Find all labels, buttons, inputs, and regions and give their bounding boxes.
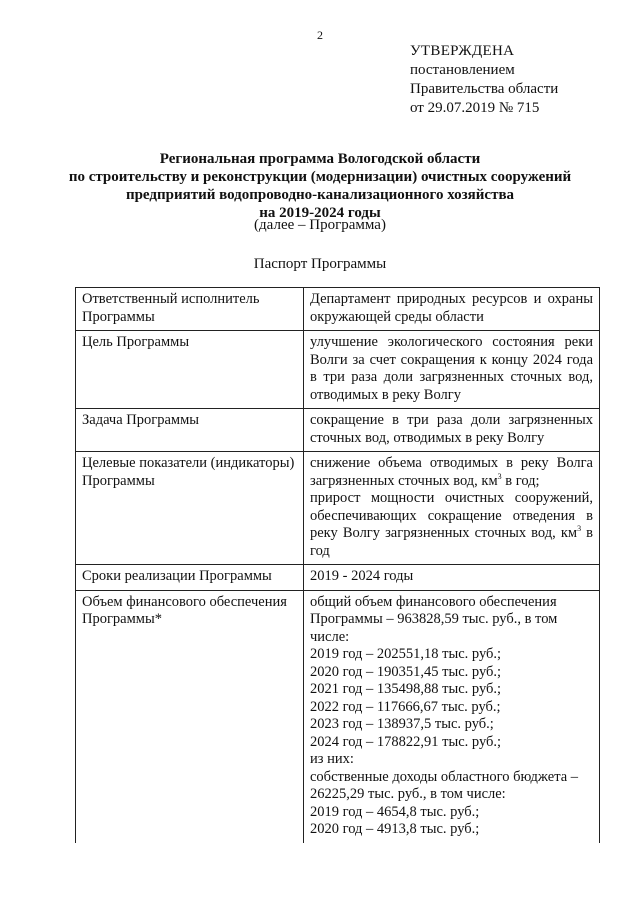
row-value: Департамент природных ресурсов и охраны окружающей среды области xyxy=(304,288,600,331)
row-label: Целевые показатели (индикаторы) Программы xyxy=(76,452,304,565)
funding-line: 2024 год – 178822,91 тыс. руб.; xyxy=(310,733,502,750)
table-row xyxy=(76,565,600,591)
title-line: по строительству и реконструкции (модернизации) очистных сооружений xyxy=(68,169,572,185)
approval-heading: УТВЕРЖДЕНА xyxy=(410,43,515,59)
approval-line: постановлением xyxy=(410,62,515,78)
row-value: 2019 - 2024 годы xyxy=(304,565,600,591)
indicator-1: снижение объема отводимых в реку Волга загрязненных сточных вод, км xyxy=(310,455,593,489)
row-value: улучшение экологического состояния реки Волги за счет сокращения к концу 2024 года в три раза доли загрязненных сточных вод, отводимых в реку Волгу xyxy=(304,331,600,409)
funding-line: 2019 год – 4654,8 тыс. руб.; xyxy=(310,803,480,820)
approval-date: от 29.07.2019 № 715 xyxy=(410,100,540,116)
indicator-2-tail: в год xyxy=(310,525,593,559)
funding-line: 2020 год – 190351,45 тыс. руб.; xyxy=(310,663,502,680)
funding-line: 2020 год – 4913,8 тыс. руб.; xyxy=(310,821,480,837)
row-label: Цель Программы xyxy=(76,331,304,409)
row-label: Сроки реализации Программы xyxy=(76,565,304,591)
program-subtitle: (далее – Программа) xyxy=(254,217,386,233)
title-line: предприятий водопроводно-канализационного хозяйства xyxy=(125,187,515,203)
approval-line: Правительства области xyxy=(410,81,559,97)
passport-heading: Паспорт Программы xyxy=(253,256,387,272)
table-row xyxy=(76,331,600,409)
table-row xyxy=(76,288,600,331)
title-line: Региональная программа Вологодской области xyxy=(159,151,481,167)
row-value xyxy=(304,590,600,843)
passport-table xyxy=(75,287,600,843)
indicator-1-tail: в год; xyxy=(501,472,540,489)
funding-line: 2021 год – 135498,88 тыс. руб.; xyxy=(310,681,502,697)
row-value: сокращение в три раза доли загрязненных сточных вод, отводимых в реку Волгу xyxy=(304,409,600,452)
funding-line: 2022 год – 117666,67 тыс. руб.; xyxy=(310,698,501,715)
funding-line: 2023 год – 138937,5 тыс. руб.; xyxy=(310,716,494,732)
table-row xyxy=(76,452,600,565)
indicator-2: прирост мощности очистных сооружений, обеспечивающих сокращение отведения в реку Волгу загрязненных сточных вод, км xyxy=(310,490,593,541)
title-line: на 2019-2024 годы xyxy=(259,205,381,221)
page-number: 2 xyxy=(317,28,323,42)
table-row xyxy=(76,409,600,452)
row-label: Объем финансового обеспечения Программы* xyxy=(76,590,304,843)
funding-line: собственные доходы областного бюджета – 26225,29 тыс. руб., в том числе: xyxy=(310,768,579,802)
table-row xyxy=(76,590,600,843)
superscript: 3 xyxy=(497,471,502,481)
funding-line: общий объем финансового обеспечения Программы – 963828,59 тыс. руб., в том числе: xyxy=(310,593,558,645)
approval-stamp xyxy=(410,42,558,118)
superscript: 3 xyxy=(577,524,582,534)
row-value xyxy=(304,452,600,565)
row-label: Ответственный исполнитель Программы xyxy=(76,288,304,331)
program-title xyxy=(0,150,640,222)
funding-line: 2019 год – 202551,18 тыс. руб.; xyxy=(310,646,502,662)
row-label: Задача Программы xyxy=(76,409,304,452)
funding-line: из них: xyxy=(310,751,354,767)
